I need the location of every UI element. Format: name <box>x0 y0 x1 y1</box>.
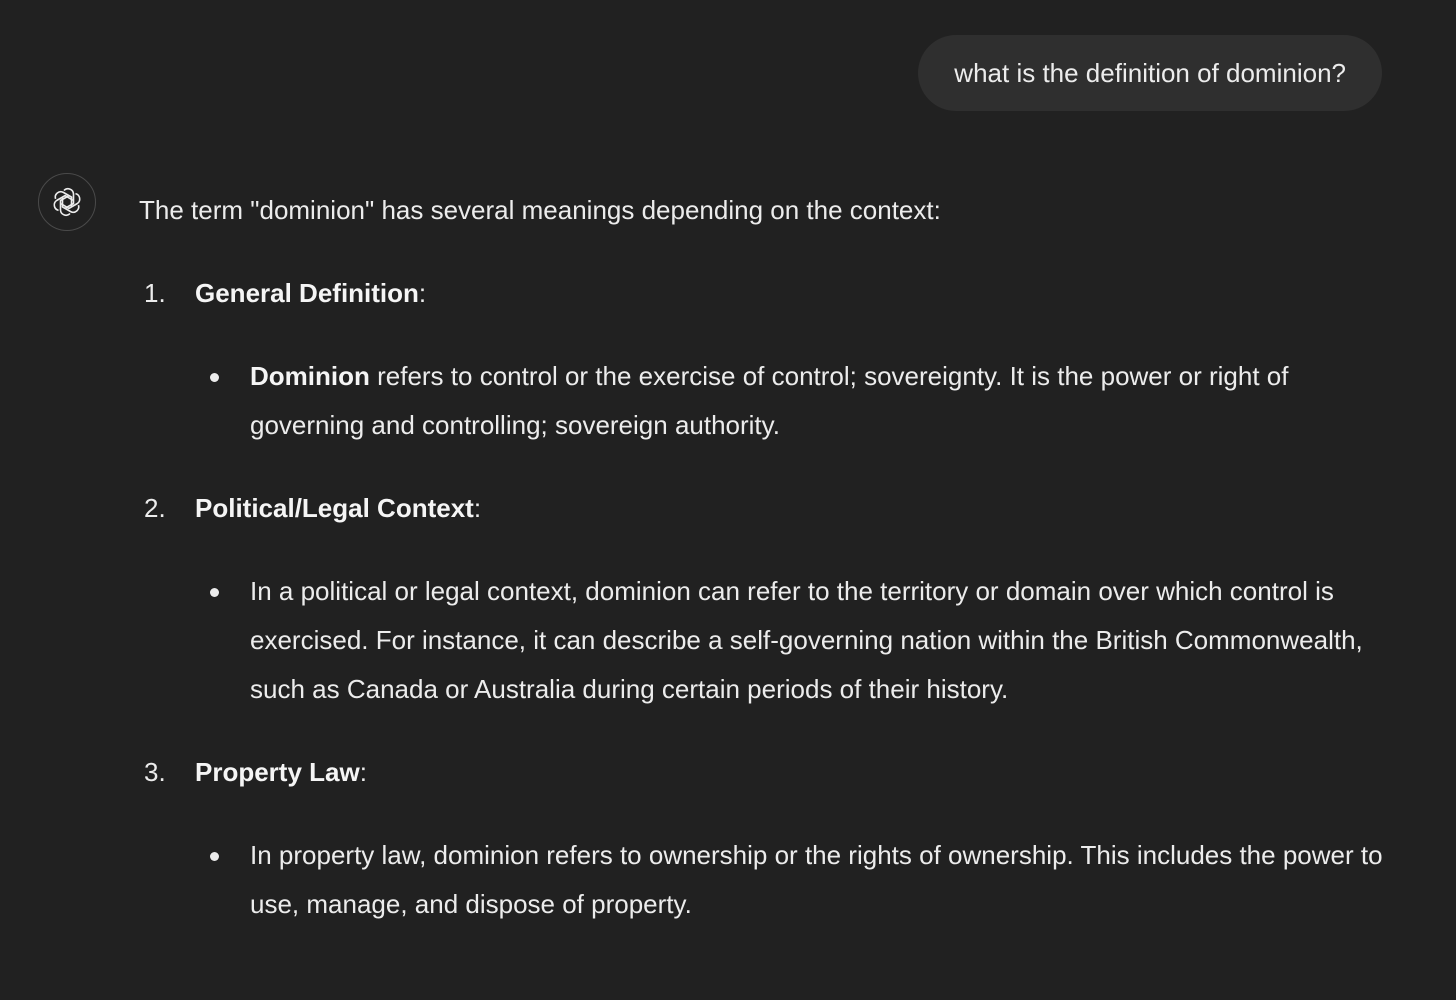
bullet-dot <box>210 373 219 382</box>
bullet-text: In property law, dominion refers to ownership or the rights of ownership. This includes the power to use, manage, and dispose of property. <box>250 840 1383 919</box>
list-term-suffix: : <box>359 757 367 787</box>
list-term: General Definition <box>195 278 419 308</box>
list-number: 2. <box>144 493 166 523</box>
bullet-list <box>139 831 1389 929</box>
list-item <box>139 269 1389 450</box>
bullet-item <box>139 831 1389 929</box>
list-item-heading <box>139 484 1389 533</box>
bullet-text: refers to control or the exercise of control; sovereignty. It is the power or right of governing and controlling; sovereign authority. <box>250 361 1289 440</box>
list-item-heading <box>139 269 1389 318</box>
list-number: 1. <box>144 278 166 308</box>
list-term-suffix: : <box>418 278 427 308</box>
bullet-list <box>139 352 1389 450</box>
assistant-message <box>139 186 1389 929</box>
list-number: 3. <box>144 757 166 787</box>
definition-list <box>139 269 1389 929</box>
bullet-list <box>139 567 1389 714</box>
bullet-text: In a political or legal context, dominion can refer to the territory or domain over which control is exercised. For instance, it can describe a self-governing nation within the British Commonwealth, such as Canada or Australia during certain periods of their history. <box>250 576 1363 704</box>
bullet-item <box>139 567 1389 714</box>
openai-logo-icon <box>51 186 83 218</box>
bullet-dot <box>210 588 219 597</box>
assistant-avatar <box>38 173 96 231</box>
list-term-suffix: : <box>473 493 482 523</box>
bullet-bold-text: Dominion <box>250 361 370 391</box>
list-item-heading <box>139 748 1389 797</box>
list-item <box>139 748 1389 929</box>
list-term: Political/Legal Context <box>195 493 474 523</box>
bullet-item <box>139 352 1389 450</box>
list-item <box>139 484 1389 714</box>
user-message-text: what is the definition of dominion? <box>954 57 1346 88</box>
list-term: Property Law <box>195 757 360 787</box>
assistant-intro: The term "dominion" has several meanings depending on the context: <box>139 195 941 225</box>
user-message-bubble <box>918 35 1382 111</box>
bullet-dot <box>210 852 219 861</box>
